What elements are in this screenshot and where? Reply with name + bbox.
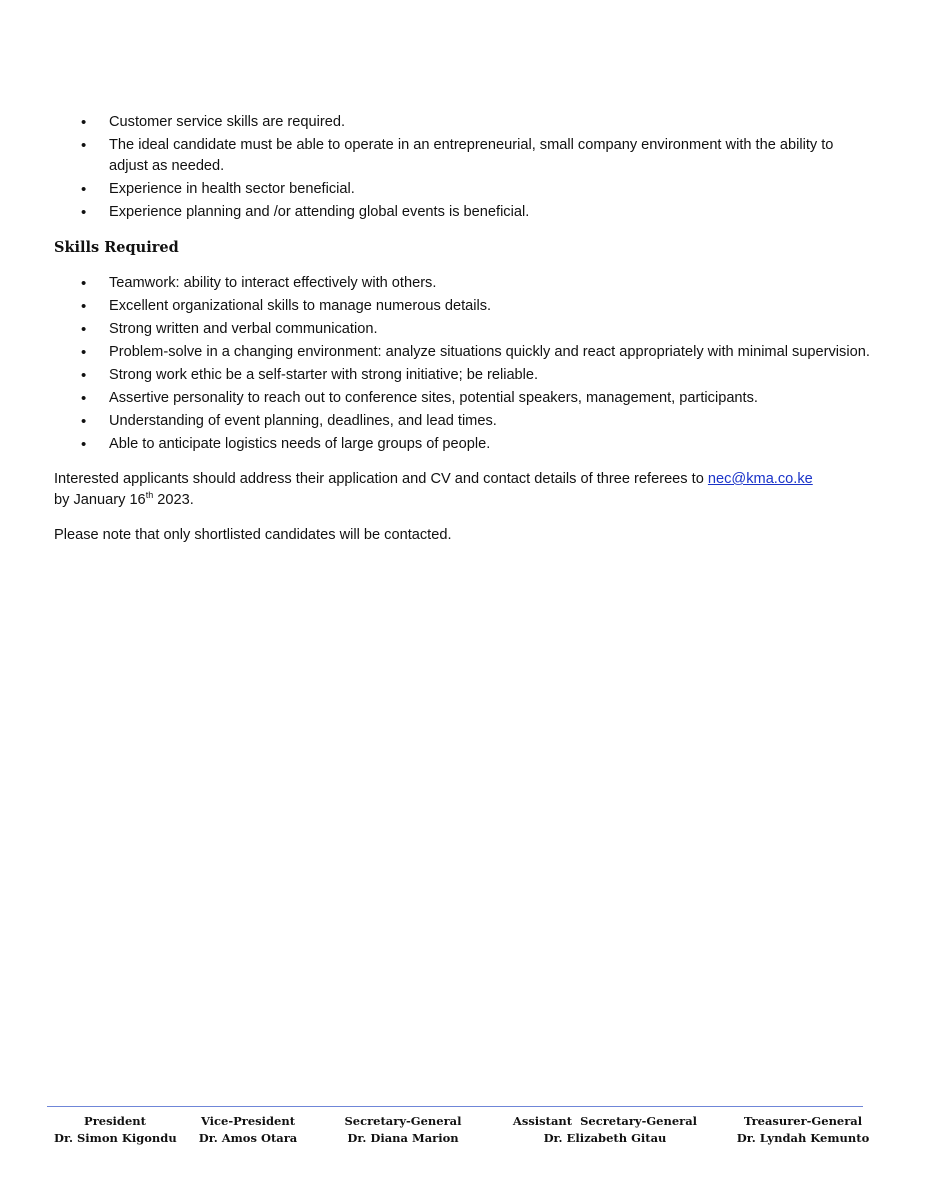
officer-role: Secretary-General xyxy=(344,1114,462,1128)
list-item: • Excellent organizational skills to manage numerous details. xyxy=(54,296,874,317)
list-item: • Experience planning and /or attending global events is beneficial. xyxy=(54,202,874,223)
officer-treasurer-general xyxy=(732,1113,874,1147)
deadline-year: 2023. xyxy=(153,492,194,508)
document-body xyxy=(54,112,874,546)
list-item: • Able to anticipate logistics needs of large groups of people. xyxy=(54,434,874,455)
email-link[interactable]: nec@kma.co.ke xyxy=(707,471,813,487)
officer-name: Dr. Lyndah Kemunto xyxy=(736,1131,870,1145)
officer-name: Dr. Amos Otara xyxy=(198,1131,298,1145)
list-item: • Understanding of event planning, deadlines, and lead times. xyxy=(54,411,874,432)
officer-president xyxy=(54,1113,176,1147)
list-item: • Assertive personality to reach out to conference sites, potential speakers, management, participants. xyxy=(54,388,874,409)
footer-divider xyxy=(47,1106,863,1107)
shortlist-note: Please note that only shortlisted candidates will be contacted. xyxy=(54,527,452,543)
officer-role: President xyxy=(84,1114,146,1128)
deadline-ordinal: th xyxy=(145,490,154,501)
officer-name: Dr. Simon Kigondu xyxy=(54,1131,177,1145)
requirements-list xyxy=(54,112,874,223)
skills-heading: Skills Required xyxy=(54,239,179,256)
officer-assistant-secretary-general xyxy=(510,1113,700,1147)
officer-secretary-general xyxy=(338,1113,468,1147)
officer-role: Treasurer-General xyxy=(743,1114,863,1128)
officer-name: Dr. Elizabeth Gitau xyxy=(543,1131,667,1145)
officer-role: Assistant Secretary-General xyxy=(512,1114,698,1128)
application-text: Interested applicants should address their application and CV and contact details of three referees to xyxy=(54,471,708,487)
officer-vice-president xyxy=(196,1113,300,1147)
list-item: • Strong work ethic be a self-starter with strong initiative; be reliable. xyxy=(54,365,874,386)
list-item: • Teamwork: ability to interact effectively with others. xyxy=(54,273,874,294)
list-item: • Experience in health sector beneficial. xyxy=(54,179,874,200)
list-item: • The ideal candidate must be able to operate in an entrepreneurial, small company environment with the ability to adjust as needed. xyxy=(54,135,874,177)
skills-list xyxy=(54,273,874,455)
officer-role: Vice-President xyxy=(200,1114,296,1128)
list-item: • Customer service skills are required. xyxy=(54,112,874,133)
application-instructions xyxy=(54,469,874,511)
deadline-text: by January 16 xyxy=(54,492,146,508)
list-item: • Strong written and verbal communication. xyxy=(54,319,874,340)
officer-name: Dr. Diana Marion xyxy=(347,1131,459,1145)
list-item: • Problem-solve in a changing environment: analyze situations quickly and react appropriately with minimal supervision. xyxy=(54,342,874,363)
